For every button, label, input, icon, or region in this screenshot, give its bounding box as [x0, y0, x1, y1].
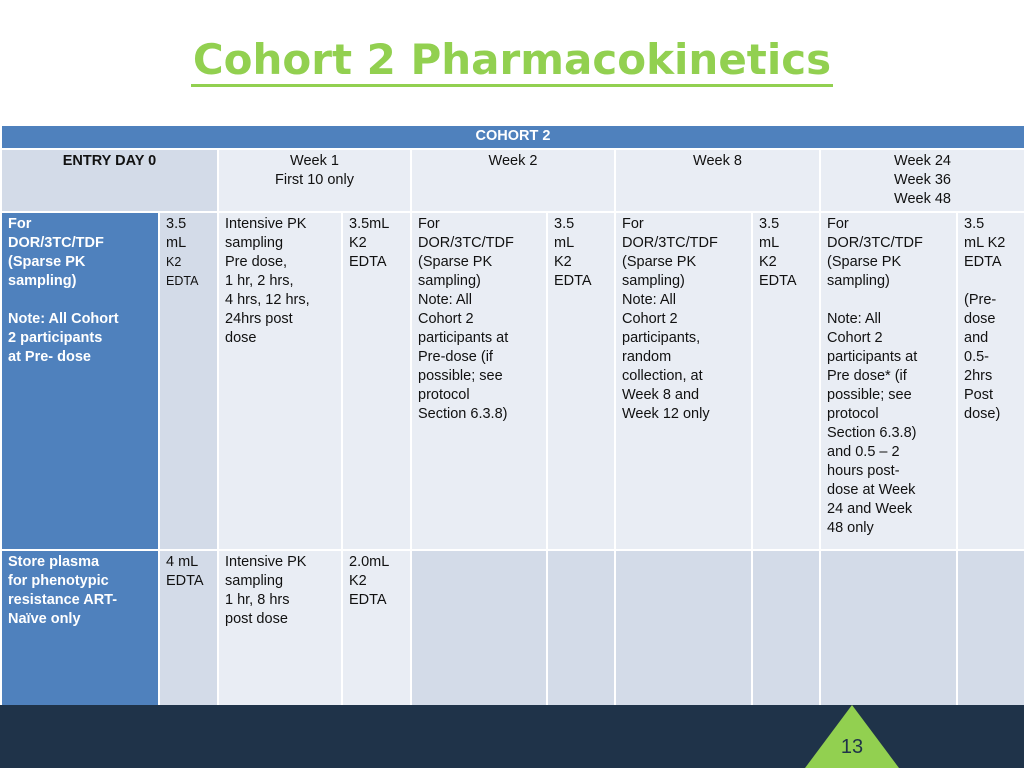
empty-cell [957, 550, 1024, 710]
week-8-header: Week 8 [615, 149, 820, 212]
entry-volume-cell [159, 212, 218, 550]
week-24-volume: 3.5 mL K2 EDTA (Pre- dose and 0.5- 2hrs Post dose) [957, 212, 1024, 550]
week-2-header: Week 2 [411, 149, 615, 212]
header-row [1, 149, 1024, 212]
week-2-volume: 3.5 mL K2 EDTA [547, 212, 615, 550]
entry-volume: 3.5 mL [166, 216, 187, 251]
week-1-header: Week 1 First 10 only [218, 149, 411, 212]
empty-cell [615, 550, 752, 710]
week-8-description: For DOR/3TC/TDF (Sparse PK sampling) Note: All Cohort 2 participants, random collection, at Week 8 and Week 12 only [615, 212, 752, 550]
week-1-volume: 3.5mL K2 EDTA [342, 212, 411, 550]
empty-cell [820, 550, 957, 710]
empty-cell [752, 550, 820, 710]
week-24-description: For DOR/3TC/TDF (Sparse PK sampling) Note: All Cohort 2 participants at Pre dose* (if possible; see protocol Section 6.3.8) and 0.5 – 2 hours post- dose at Week 24 and Week 48 only [820, 212, 957, 550]
row-label-store-plasma: Store plasma for phenotypic resistance ART- Naïve only [1, 550, 159, 710]
empty-cell [547, 550, 615, 710]
banner-row [1, 125, 1024, 149]
entry-tube: K2 EDTA [166, 255, 199, 288]
entry-volume: 4 mL EDTA [159, 550, 218, 710]
page-title-text: Cohort 2 Pharmacokinetics [191, 35, 833, 87]
week-8-volume: 3.5 mL K2 EDTA [752, 212, 820, 550]
week-1-description: Intensive PK sampling 1 hr, 8 hrs post dose [218, 550, 342, 710]
cohort-banner: COHORT 2 [1, 125, 1024, 149]
table-row [1, 550, 1024, 710]
pk-table [0, 124, 1024, 711]
page-title [0, 30, 1024, 90]
row-label-dor-sparse-pk: For DOR/3TC/TDF (Sparse PK sampling) Note: All Cohort 2 participants at Pre- dose [1, 212, 159, 550]
week-24-header: Week 24 Week 36 Week 48 [820, 149, 1024, 212]
week-1-description: Intensive PK sampling Pre dose, 1 hr, 2 hrs, 4 hrs, 12 hrs, 24hrs post dose [218, 212, 342, 550]
empty-cell [411, 550, 547, 710]
entry-day-header: ENTRY DAY 0 [1, 149, 218, 212]
table-row [1, 212, 1024, 550]
week-1-volume: 2.0mL K2 EDTA [342, 550, 411, 710]
week-2-description: For DOR/3TC/TDF (Sparse PK sampling) Note: All Cohort 2 participants at Pre-dose (if possible; see protocol Section 6.3.8) [411, 212, 547, 550]
page-number: 13 [840, 736, 864, 758]
